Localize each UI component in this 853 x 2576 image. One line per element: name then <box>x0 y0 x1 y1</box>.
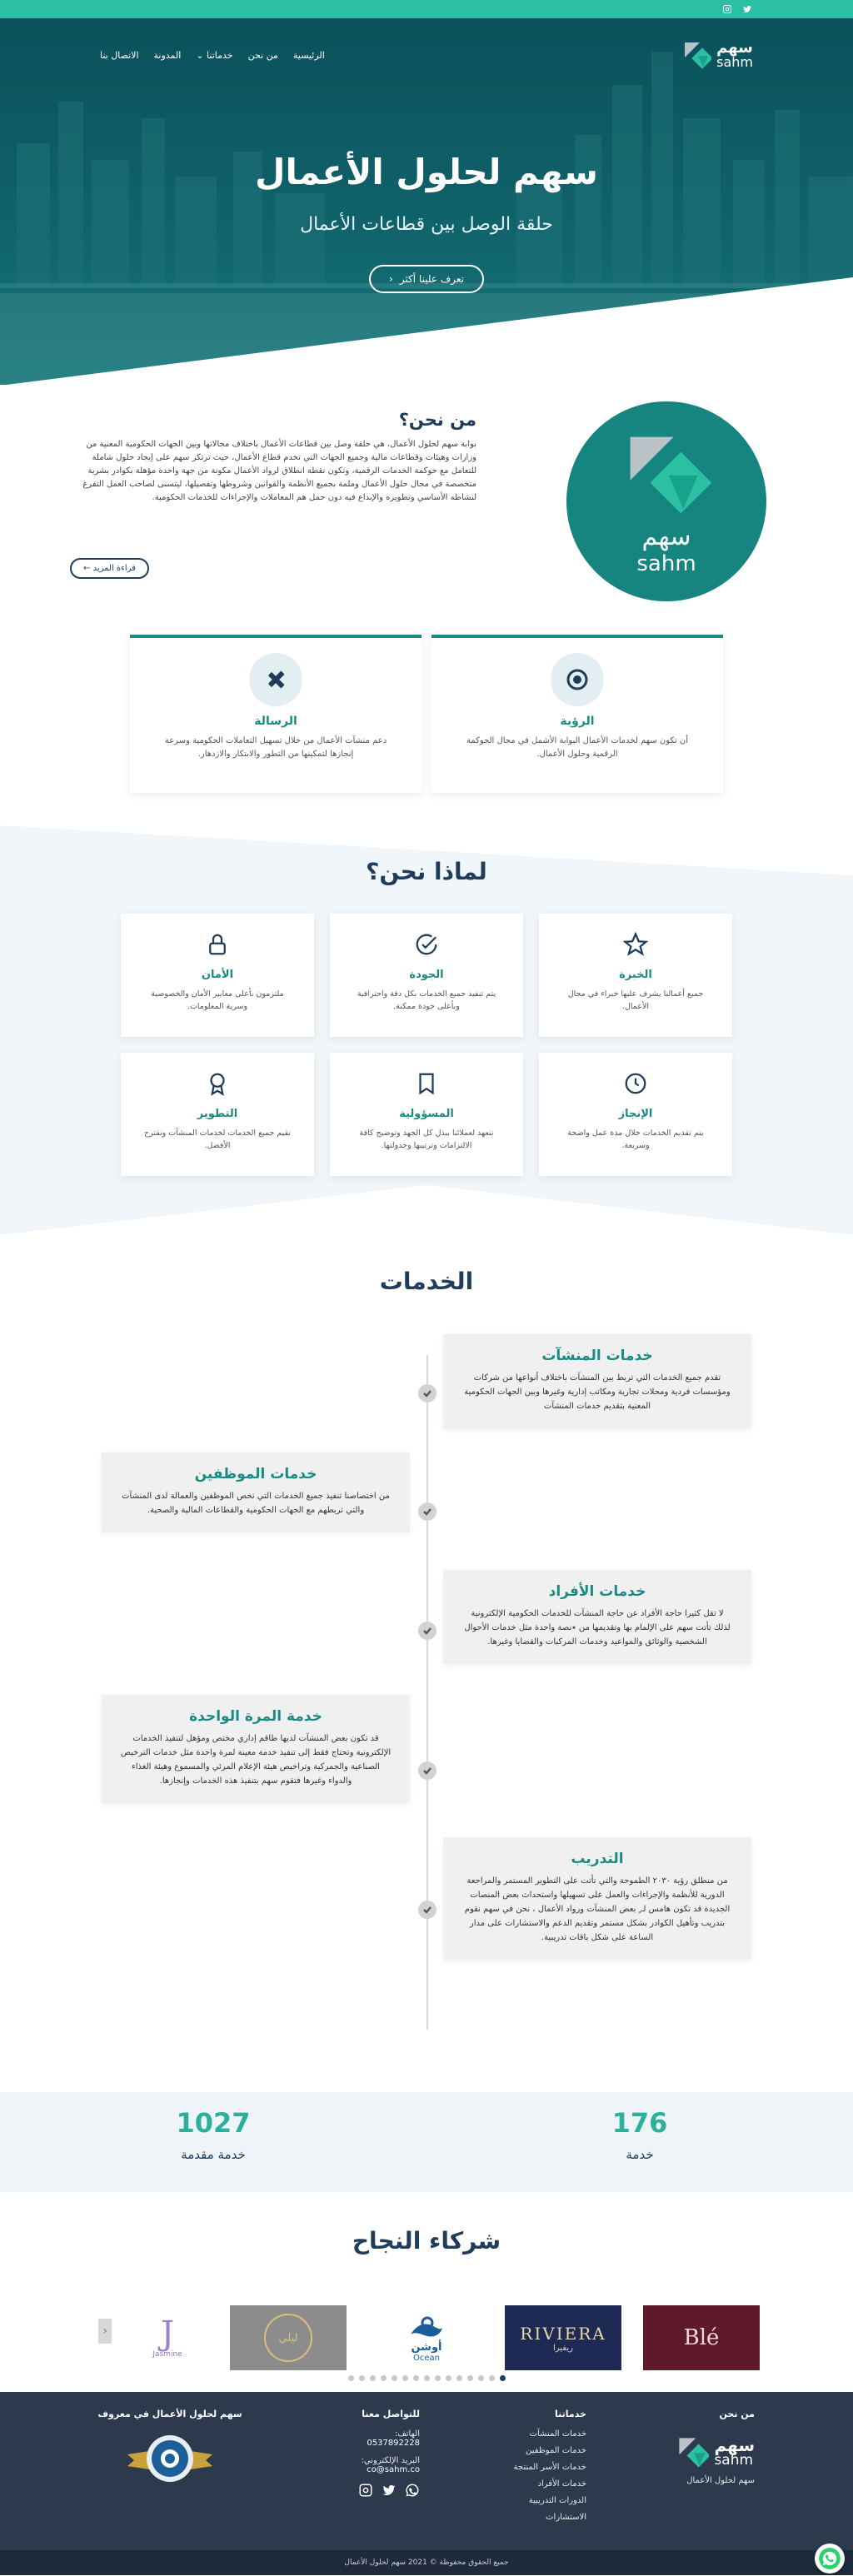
chevron-left-icon: ‹ <box>389 273 393 285</box>
main-nav <box>0 30 853 80</box>
footer-contact-title: للتواصل معنا <box>362 2409 420 2419</box>
carousel-dot[interactable] <box>424 2375 430 2381</box>
about-logo-circle <box>566 401 766 601</box>
about-section <box>0 385 853 635</box>
service-title: خدمات المنشآت <box>541 1348 653 1364</box>
footer-contact-col <box>303 2409 420 2498</box>
timeline-line <box>426 1355 428 2030</box>
hero-title: سهم لحلول الأعمال <box>255 152 598 192</box>
nav-item-blog[interactable]: المدونة <box>153 49 182 61</box>
why-card-body: ملتزمون بأعلى معايير الأمان والخصوصية وسرية المعلومات. <box>151 989 284 1011</box>
partner-name: Jasmine <box>152 2350 182 2359</box>
why-us-section <box>0 826 853 1234</box>
hero-content <box>0 152 853 293</box>
partner-logo-ble[interactable] <box>643 2305 760 2370</box>
wave-icon <box>407 2313 446 2341</box>
email-label: البريد الإلكتروني: <box>361 2456 420 2465</box>
carousel-dot[interactable] <box>402 2375 408 2381</box>
twitter-icon[interactable] <box>741 3 753 15</box>
why-card-body: نتعهد لعملائنا ببذل كل الجهد وتوضيح كافة الالتزامات وترتيبها وجدولتها. <box>359 1129 494 1150</box>
footer-about-caption: سهم لحلول الأعمال <box>686 2476 755 2485</box>
why-card-quality <box>330 914 523 1037</box>
partners-section <box>0 2192 853 2392</box>
nav-item-services[interactable]: خدماتنا ⌄ <box>196 49 233 61</box>
check-icon <box>418 1502 436 1521</box>
read-more-label: قراءة المزيد <box>92 564 136 573</box>
why-card-achievement <box>539 1053 732 1176</box>
footer-link[interactable]: الدورات التدريبية <box>528 2496 586 2505</box>
learn-more-label: تعرف علينا أكثر <box>399 273 464 285</box>
about-logo-name-ar: سهم <box>641 521 691 551</box>
top-social-strip <box>0 0 853 18</box>
carousel-dot[interactable] <box>392 2375 397 2381</box>
partner-monogram-icon: J <box>160 2314 175 2353</box>
about-text-block <box>68 410 476 505</box>
service-body: لا تقل كثيرا حاجة الأفراد عن حاجة المنشآت للخدمات الحكومية الإلكترونية لذلك تأتت سهم على الإلمام بها وتقديمها من ٭نصة واحدة مثل خدمات الأحوال الشخصية والوثائق والمواعيد وخدمات المركبات والقضايا وغيرها. <box>464 1609 731 1647</box>
read-more-button[interactable] <box>70 558 149 579</box>
learn-more-button[interactable] <box>369 265 484 293</box>
about-body: بوابة سهم لحلول الأعمال، هي حلقة وصل بين قطاعات الأعمال باختلاف مجالاتها وبين الجهات الحكومية المعنية من وزارات وهيئات وقطاعات مالية وجميع الجهات التي تخدم قطاع الأعمال، حيث ترتكز سهم على إيجاد حلول شاملة للتعامل مع حوكمة الخدمات الرقمية، وتكون نقطة انطلاق لرواد الأعمال مكونة من جهة واحدة مؤهلة بكوادر بشرية متخصصة في مجال حلول الأعمال وملمة بجميع الأنظمة والقوانين وشروطها وتفصيلها، ليتسنى لصاحب العمل التفرغ لنشاطه الأساسي وتطويره والإبداع فيه دون حمل هم المعاملات والإجراءات للخدمات الحكومية. <box>82 440 476 502</box>
mission-body: دعم منشآت الأعمال من خلال تسهيل التعاملات الحكومية وسرعة إنجازها لتمكينها من التطور والابتكار والازدهار. <box>164 736 387 759</box>
logo-name-ar: سهم <box>716 39 753 57</box>
partner-logo-ocean[interactable] <box>368 2305 485 2370</box>
service-card-training <box>443 1837 751 1960</box>
footer-link[interactable]: خدمات المنشآت <box>529 2429 586 2439</box>
why-card-title: الأمان <box>201 969 234 981</box>
why-card-development <box>121 1053 314 1176</box>
carousel-dot[interactable] <box>413 2375 419 2381</box>
lock-icon <box>205 932 230 957</box>
arrow-left-icon: ← <box>83 564 91 573</box>
why-card-experience <box>539 914 732 1037</box>
bookmark-icon <box>414 1071 439 1096</box>
service-body: تقدم جميع الخدمات التي تربط بين المنشآت باختلاف أنواعها من شركات ومؤسسات فردية ومحلات تجارية ومكاتب إدارية وغيرها وبين الجهات الحكومية المعنية بتقديم خدمات المنشآت <box>464 1373 731 1411</box>
partner-seal <box>264 2314 312 2362</box>
service-card-individuals <box>443 1570 751 1664</box>
nav-item-about[interactable]: من نحن <box>247 49 278 61</box>
carousel-dot[interactable] <box>435 2375 441 2381</box>
phone-label: الهاتف: <box>395 2429 420 2439</box>
service-body: قد تكون بعض المنشآت لديها طاقم إداري مختص ومؤهل لتنفيذ الخدمات الإلكترونية وتحتاج فقط إلى تنفيذ خدمة معينة لمرة واحدة مثل خدمات الترخيص الصناعية والجمركية وتراخيص هيئة الإعلام المرئي والمسموع وهيئة الغذاء والدواء وغيرها فتقوم سهم بتنفيذ هذه الخدمات وإنجازها. <box>120 1734 392 1786</box>
partner-subname: ريفيرا <box>553 2343 573 2353</box>
check-icon <box>418 1901 436 1919</box>
award-icon <box>205 1071 230 1096</box>
stat-services <box>515 2107 765 2162</box>
partner-logo-lily[interactable] <box>230 2305 347 2370</box>
hero-diagonal-cut <box>0 277 853 385</box>
carousel-dot[interactable] <box>456 2375 462 2381</box>
about-logo-name-en: sahm <box>636 551 696 576</box>
why-bottom-cut <box>0 1185 853 1235</box>
carousel-dot[interactable] <box>478 2375 484 2381</box>
footer-services-col <box>470 2409 586 2529</box>
stats-section <box>0 2092 853 2192</box>
service-card-one-time <box>102 1695 410 1803</box>
stat-number: 176 <box>611 2107 668 2139</box>
why-card-security <box>121 914 314 1037</box>
footer-services-title: خدماتنا <box>555 2409 586 2419</box>
services-section <box>0 1234 853 2092</box>
mission-card <box>130 635 422 793</box>
services-title: الخدمات <box>379 1268 474 1295</box>
stat-number: 1027 <box>176 2107 251 2139</box>
carousel-dot[interactable] <box>500 2375 506 2381</box>
carousel-dot[interactable] <box>446 2375 451 2381</box>
why-card-body: جميع أعمالنا يشرف عليها خبراء في مجال الأعمال. <box>567 989 704 1011</box>
why-card-title: المسؤولية <box>399 1108 454 1120</box>
hero-section <box>0 18 853 385</box>
footer-social <box>303 2483 420 2498</box>
service-title: خدمة المرة الواحدة <box>189 1708 322 1725</box>
why-card-body: يتم تنفيذ جميع الخدمات بكل دقة واحترافية وبأعلى جودة ممكنة. <box>357 989 496 1011</box>
service-card-employees <box>102 1452 410 1532</box>
check-icon <box>418 1384 436 1403</box>
service-title: التدريب <box>571 1851 624 1867</box>
footer-link[interactable]: خدمات الأفراد <box>537 2479 586 2489</box>
whatsapp-icon <box>818 2547 841 2570</box>
vision-card <box>431 635 723 793</box>
twitter-icon[interactable] <box>382 2483 397 2498</box>
partners-title: شركاء النجاح <box>352 2227 501 2255</box>
clock-icon <box>623 1071 648 1096</box>
tools-icon <box>249 653 302 706</box>
stat-label: خدمة مقدمة <box>181 2147 246 2162</box>
footer-maroof-col <box>87 2409 253 2491</box>
footer-bottom-bar <box>0 2550 853 2575</box>
footer-link[interactable]: خدمات الموظفين <box>526 2446 586 2455</box>
maroof-badge-icon[interactable] <box>124 2429 216 2488</box>
check-icon <box>418 1761 436 1780</box>
why-card-title: الخبرة <box>619 969 652 981</box>
why-card-title: التطوير <box>197 1108 238 1120</box>
vision-title: الرؤية <box>560 715 595 728</box>
check-circle-icon <box>414 932 439 957</box>
sahm-logo-icon <box>621 427 712 519</box>
target-icon <box>551 653 604 706</box>
why-title: لماذا نحن؟ <box>366 858 487 885</box>
nav-menu <box>100 50 325 61</box>
why-card-body: يتم تقديم الخدمات خلال مدة عمل واضحة وسريعة. <box>567 1129 704 1150</box>
footer-about-col <box>621 2409 755 2493</box>
nav-logo[interactable] <box>683 39 753 71</box>
service-body: من اختصاصنا تنفيذ جميع الخدمات التي تخص الموظفين والعمالة لدى المنشآت والتي تربطهم مع الجهات الحكومية والقطاعات المالية والصحية. <box>122 1492 390 1515</box>
about-title: من نحن؟ <box>398 410 476 430</box>
stat-label: خدمة <box>626 2147 654 2162</box>
instagram-icon[interactable] <box>721 3 733 15</box>
service-body: من منطلق رؤية ٢٠٣٠ الطموحة والتي تأتت على التطوير المستمر والمراجعة الدورية للأنظمة والإجراءات والعمل على تسهيلها واستحداث بعض المنصات الجديدة قد تكون هامس لـ ٍ بعض المنشآت ورواد الأعمال ، نحن في سهم نقوم بتدريب وتأهيل الكوادر بشكل مستمر وتقديم الدعم والاستشارات على مدار الساعة على شكل باقات تدريبية. <box>464 1876 731 1942</box>
stat-delivered <box>88 2107 338 2162</box>
service-title: خدمات الأفراد <box>548 1583 646 1600</box>
carousel-dots <box>0 2375 853 2381</box>
footer-link[interactable]: الاستشارات <box>546 2513 586 2522</box>
footer-about-title: من نحن <box>719 2409 755 2419</box>
mission-title: الرسالة <box>254 715 297 728</box>
why-card-title: الإنجاز <box>618 1108 653 1120</box>
carousel-dot[interactable] <box>348 2375 354 2381</box>
service-title: خدمات الموظفين <box>194 1466 317 1482</box>
partner-name: RIVIERA <box>520 2323 606 2344</box>
service-card-establishments <box>443 1334 751 1428</box>
sahm-logo-icon <box>677 2434 709 2469</box>
hero-subtitle: حلقة الوصل بين قطاعات الأعمال <box>300 214 553 235</box>
why-card-responsibility <box>330 1053 523 1176</box>
partner-name: Ocean <box>413 2354 440 2363</box>
whatsapp-float-button[interactable] <box>815 2544 845 2574</box>
vision-mission-section <box>0 635 853 826</box>
partner-logo-jasmine[interactable] <box>122 2305 213 2370</box>
whatsapp-icon[interactable] <box>405 2483 420 2498</box>
why-card-title: الجودة <box>409 969 444 981</box>
why-card-body: نقيم جميع الخدمات لخدمات المنشآت ونقترح الأفضل. <box>143 1129 292 1150</box>
vision-body: أن تكون سهم لخدمات الأعمال البوابة الأشمل في مجال الحوكمة الرقمية وحلول الأعمال. <box>466 736 689 759</box>
instagram-icon[interactable] <box>358 2483 373 2498</box>
email-value[interactable]: co@sahm.co <box>367 2465 420 2474</box>
carousel-dot[interactable] <box>489 2375 495 2381</box>
nav-item-home[interactable]: الرئيسية <box>292 49 325 61</box>
partner-name: ليلي <box>278 2331 298 2344</box>
footer-link[interactable]: خدمات الأسر المنتجة <box>513 2463 586 2472</box>
copyright-text: جميع الحقوق محفوظة © 2021 سهم لحلول الأعمال <box>344 2559 509 2567</box>
carousel-dot[interactable] <box>359 2375 365 2381</box>
footer-maroof-title: سهم لحلول الأعمال في معروف <box>97 2409 242 2419</box>
footer-logo <box>621 2434 755 2469</box>
footer <box>0 2392 853 2575</box>
logo-name-en: sahm <box>716 54 753 70</box>
partner-logo-riviera[interactable] <box>505 2305 621 2370</box>
phone-value[interactable]: 0537892228 <box>367 2439 420 2448</box>
check-icon <box>418 1622 436 1640</box>
footer-logo-ar: سهم <box>714 2434 755 2455</box>
footer-logo-en: sahm <box>714 2451 754 2469</box>
carousel-dot[interactable] <box>370 2375 376 2381</box>
carousel-dot[interactable] <box>467 2375 473 2381</box>
partner-name: Blé <box>683 2325 720 2350</box>
sahm-logo-icon <box>683 39 711 71</box>
star-icon <box>623 932 648 957</box>
carousel-prev-button[interactable]: ‹ <box>98 2319 112 2344</box>
carousel-dot[interactable] <box>381 2375 387 2381</box>
nav-item-contact[interactable]: الاتصال بنا <box>100 49 139 61</box>
partner-subname: أوشن <box>411 2341 442 2354</box>
